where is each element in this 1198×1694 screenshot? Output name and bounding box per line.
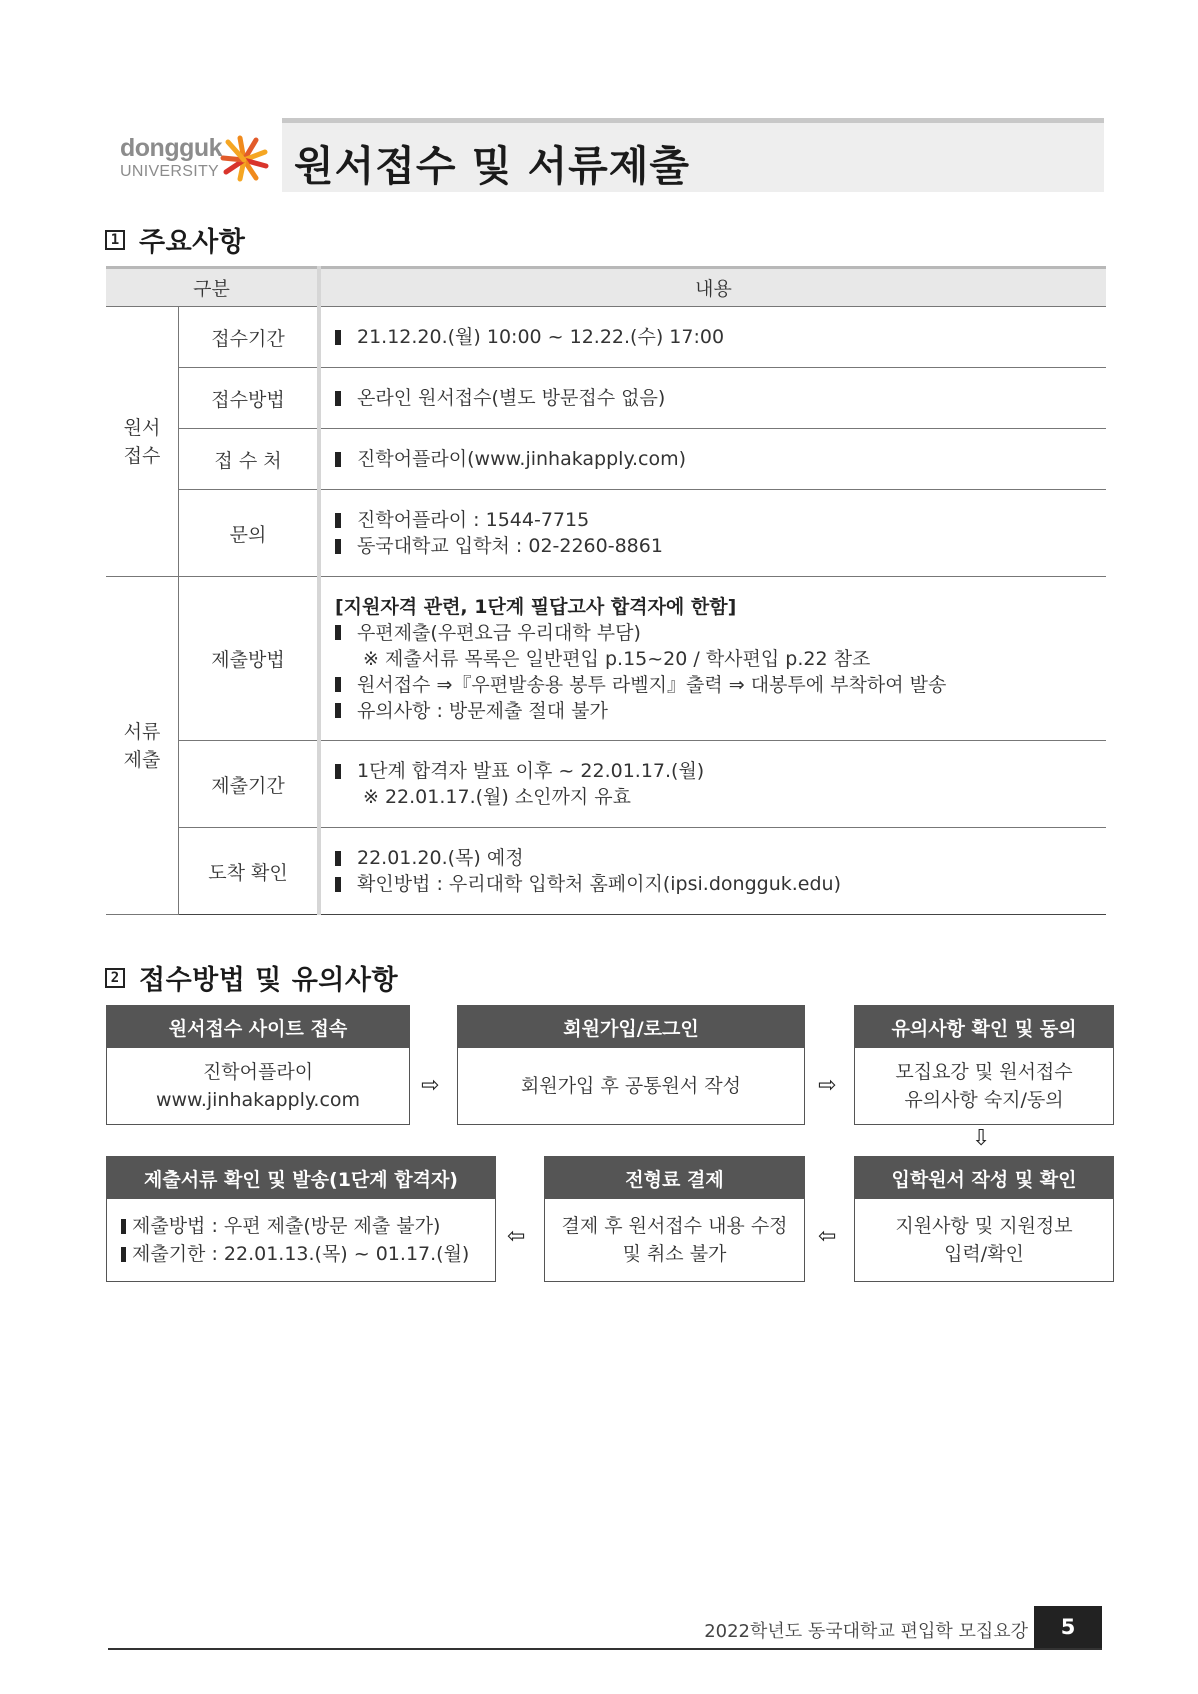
dongguk-logo — [120, 130, 270, 185]
flow-step-documents-send — [106, 1156, 496, 1282]
column-header-content: 내용 — [319, 268, 1106, 307]
table-row — [106, 429, 1106, 490]
row-content: 21.12.20.(월) 10:00 ~ 12.22.(수) 17:00 — [319, 307, 1106, 368]
arrow-right-icon: ⇨ — [421, 1073, 440, 1098]
flow-step-body: 진학어플라이 www.jinhakapply.com — [155, 1061, 361, 1111]
row-content: 진학어플라이(www.jinhakapply.com) — [319, 429, 1106, 490]
flow-step-body: 모집요강 및 원서접수 유의사항 숙지/동의 — [895, 1061, 1073, 1111]
arrow-right-icon: ⇨ — [818, 1073, 837, 1098]
group-label: 원서 접수 — [106, 307, 179, 577]
bullet-square-icon — [335, 851, 341, 866]
bullet-square-icon — [335, 625, 341, 640]
content-note: ※ 22.01.17.(월) 소인까지 유효 — [363, 786, 631, 808]
group-label: 서류 제출 — [106, 577, 179, 915]
logo-wordmark: dongguk — [120, 134, 223, 162]
flow-step-body: 지원사항 및 지원정보 입력/확인 — [895, 1215, 1073, 1265]
row-content: 22.01.20.(목) 예정 확인방법 : 우리대학 입학처 홈페이지(ipsi.dongguk.edu) — [319, 828, 1106, 915]
footer-document-title: 2022학년도 동국대학교 편입학 모집요강 — [704, 1621, 1028, 1642]
section-number: 1 — [105, 230, 125, 250]
footer-divider — [108, 1648, 1102, 1650]
row-content: 1단계 합격자 발표 이후 ~ 22.01.17.(월) ※ 22.01.17.(월) 소인까지 유효 — [319, 741, 1106, 828]
table-row — [106, 828, 1106, 915]
section-heading-2 — [105, 958, 398, 997]
row-label: 문의 — [179, 490, 320, 577]
arrow-down-icon: ⇩ — [972, 1126, 991, 1151]
page-title: 원서접수 및 서류제출 — [294, 142, 691, 190]
flow-step-notice-agree — [854, 1005, 1114, 1125]
flow-step-title: 전형료 결제 — [545, 1157, 804, 1199]
bullet-square-icon — [335, 764, 341, 779]
flow-step-title: 회원가입/로그인 — [458, 1006, 804, 1048]
bullet-square-icon — [335, 677, 341, 692]
bullet-square-icon — [335, 391, 341, 406]
section-title: 접수방법 및 유의사항 — [139, 965, 399, 996]
row-label: 접수기간 — [179, 307, 320, 368]
bullet-square-icon — [335, 877, 341, 892]
logo-subtext: UNIVERSITY — [120, 163, 220, 180]
flow-step-fee-payment — [544, 1156, 805, 1282]
page-number: 5 — [1034, 1606, 1102, 1648]
arrow-left-icon: ⇦ — [818, 1224, 837, 1249]
row-label: 제출방법 — [179, 577, 320, 741]
flow-step-title: 유의사항 확인 및 동의 — [855, 1006, 1113, 1048]
row-label: 제출기간 — [179, 741, 320, 828]
flow-step-body: 결제 후 원서접수 내용 수정 및 취소 불가 — [561, 1215, 788, 1265]
row-label: 접수방법 — [179, 368, 320, 429]
table-header-row — [106, 268, 1106, 307]
bullet-square-icon — [335, 513, 341, 528]
flow-step-title: 원서접수 사이트 접속 — [107, 1006, 409, 1048]
table-row — [106, 490, 1106, 577]
section-title: 주요사항 — [139, 227, 246, 258]
flow-step-title: 제출서류 확인 및 발송(1단계 합격자) — [107, 1157, 495, 1199]
row-content: [지원자격 관련, 1단계 필답고사 합격자에 한함] 우편제출(우편요금 우리대학 부담) ※ 제출서류 목록은 일반편입 p.15~20 / 학사편입 p.22 참조 원서접수 ⇒『우편발송용 봉투 라벨지』출력 ⇒ 대봉투에 부착하여 발송 유의사항 : 방문제출 절대 불가 — [319, 577, 1106, 741]
table-row — [106, 741, 1106, 828]
flow-step-site-access — [106, 1005, 410, 1125]
row-label: 접 수 처 — [179, 429, 320, 490]
lotus-flame-icon — [218, 132, 270, 182]
row-content: 온라인 원서접수(별도 방문접수 없음) — [319, 368, 1106, 429]
flow-step-title: 입학원서 작성 및 확인 — [855, 1157, 1113, 1199]
section-number: 2 — [105, 968, 125, 988]
column-header-category: 구분 — [106, 268, 319, 307]
title-banner — [282, 118, 1104, 192]
content-note: ※ 제출서류 목록은 일반편입 p.15~20 / 학사편입 p.22 참조 — [363, 647, 871, 670]
row-content: 진학어플라이 : 1544-7715 동국대학교 입학처 : 02-2260-8861 — [319, 490, 1106, 577]
flow-step-body: 회원가입 후 공통원서 작성 — [520, 1075, 741, 1097]
flow-step-application-form — [854, 1156, 1114, 1282]
table-row — [106, 368, 1106, 429]
bullet-square-icon — [335, 539, 341, 554]
bullet-square-icon — [121, 1219, 126, 1234]
bullet-square-icon — [335, 452, 341, 467]
table-row — [106, 307, 1106, 368]
flow-step-signup-login — [457, 1005, 805, 1125]
bullet-square-icon — [335, 703, 341, 718]
table-row — [106, 577, 1106, 741]
bullet-square-icon — [335, 330, 341, 345]
content-heading: [지원자격 관련, 1단계 필답고사 합격자에 한함] — [335, 595, 737, 618]
row-label: 도착 확인 — [179, 828, 320, 915]
section-heading-1 — [105, 220, 245, 259]
bullet-square-icon — [121, 1247, 126, 1262]
flow-step-body: 제출방법 : 우편 제출(방문 제출 불가) 제출기한 : 22.01.13.(목) ~ 01.17.(월) — [107, 1199, 495, 1281]
main-info-table — [106, 266, 1106, 915]
arrow-left-icon: ⇦ — [507, 1224, 526, 1249]
